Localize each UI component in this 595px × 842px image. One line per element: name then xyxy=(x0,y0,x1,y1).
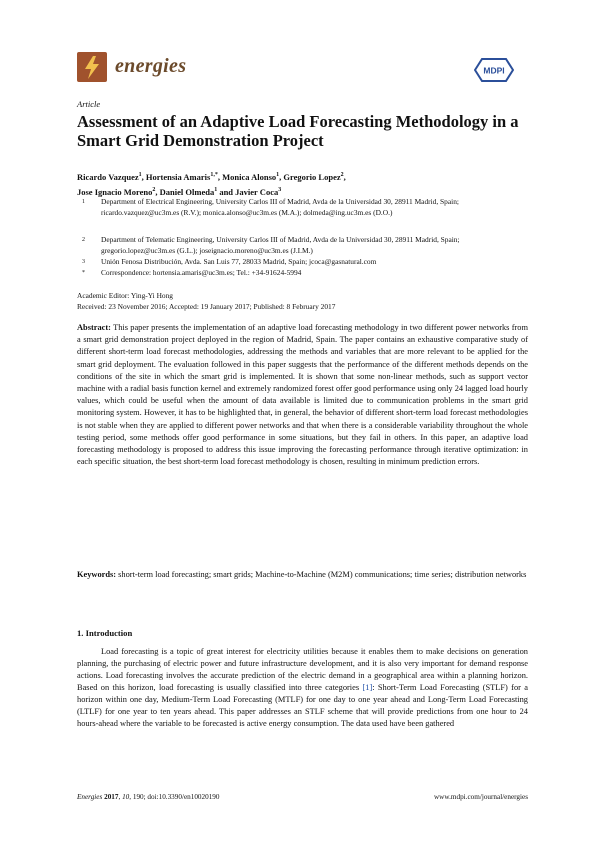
article-type: Article xyxy=(77,99,101,109)
author: Jose Ignacio Moreno xyxy=(77,186,153,197)
publication-dates: Received: 23 November 2016; Accepted: 19 January 2017; Published: 8 February 2017 xyxy=(77,302,336,311)
academic-editor: Academic Editor: Ying-Yi Hong xyxy=(77,291,173,300)
author-affiliation-mark: 1 xyxy=(276,172,280,178)
correspondence xyxy=(77,268,527,279)
page-title: Assessment of an Adaptive Load Forecasting Methodology in a Smart Grid Demonstration Project xyxy=(77,112,519,150)
footer-url[interactable]: www.mdpi.com/journal/energies xyxy=(433,793,528,801)
author: Monica Alonso xyxy=(222,171,277,182)
author: Hortensia Amaris xyxy=(145,171,211,182)
author-affiliation-mark: 3 xyxy=(278,186,282,193)
affiliation-text: Unión Fenosa Distribución, Avda. San Luis 77, 28033 Madrid, Spain; jcoca@gasnatural.com xyxy=(101,257,377,266)
abstract xyxy=(77,322,528,468)
footer-volume: 10 xyxy=(122,793,130,801)
author: Ricardo Vazquez xyxy=(77,171,139,182)
affiliation-text: Department of Electrical Engineering, University Carlos III of Madrid, Avda de la Universidad 30, 28911 Madrid, Spain; ricardo.vazquez@uc3m.es (R.V.); monica.alonso@uc3m.es (M.A.); dolmeda@ing.uc3m.es (D.O.) xyxy=(101,197,459,217)
abstract-text: This paper presents the implementation of an adaptive load forecasting methodology in two different power networks from a smart grid demonstration project deployed in the region of Madrid, Spain. The paper contains an exhaustive comparative study of different short-term load forecast methodologies, addressing the methods and variables that are more relevant to be applied for the smart grid deployment. The evaluation followed in this paper suggests that the performance of the different methods depends on the conditions of the site in which the smart grid is implemented. It is shown that some non-linear methods, such as support vector machine with a radial basis function kernel and extremely randomized forest offer good performance using only 24 lagged load hourly values, which could be useful when the amount of data available is limited due to communication problems in the smart grid monitoring system. However, it has to be highlighted that, in general, the behavior of different short-term load forecast methodologies is not stable when they are applied to different power networks and that when there is a considerable variability throughout the whole testing period, some methods offer good performance in some situations, but they fail in others. In this paper, an adaptive load forecasting methodology is proposed to address this issue improving the forecasting performance through iterative optimization: in each specific situation, the best short-term load forecast methodology is chosen, resulting in minimum prediction errors. xyxy=(77,323,529,467)
author: Daniel Olmeda xyxy=(159,186,215,197)
footer-journal: Energies xyxy=(77,793,103,801)
author-affiliation-mark: 1,* xyxy=(210,172,218,178)
author-list: Ricardo Vazquez$^1$, Hortensia Amaris$^{1,*}$, Monica Alonso$^1$, Gregorio Lopez$^2$, Jose Ignacio Moreno$^2$, Daniel Olmeda$^1$ and Javier Coca$^3$ xyxy=(77,171,346,197)
footer-citation: Energies 2017, 10, 190; doi:10.3390/en10020190 xyxy=(77,793,220,801)
keywords xyxy=(77,569,528,581)
author-affiliation-mark: 2 xyxy=(152,186,156,193)
body-paragraph: Load forecasting is a topic of great interest for electricity utilities because it enables them to make decisions on generation planning, the purchasing of electric power and future infrastructure development, and it is also very important for demand response actions. Load forecasting involves the accurate prediction of the electric demand in a geographical area within a planning horizon. Based on this horizon, load forecasting is usually classified into three categories [1]: Short-Term Load Forecasting (STLF) for a horizon within one day, Medium-Term Load Forecasting (MTLF) for one day to one year ahead and Long-Term Load Forecasting (LTLF) for one year to ten years ahead. This paper addresses an STLF scheme that will provide predictions from one hour to 24 hours-ahead where the variable to be forecasted is active energy consumption. The data used have been gathered xyxy=(77,647,528,729)
affiliation xyxy=(77,197,527,230)
affiliation-number: 2 xyxy=(82,237,85,243)
section-heading: 1. Introduction xyxy=(77,628,133,638)
affiliation xyxy=(77,235,527,257)
affiliation-number: * xyxy=(82,270,85,276)
abstract-label: Abstract: xyxy=(77,323,111,332)
affiliation-text: Correspondence: hortensia.amaris@uc3m.es; Tel.: +34-91624-5994 xyxy=(101,268,302,277)
citation-link[interactable]: [1] xyxy=(362,683,373,693)
author-affiliation-mark: 1 xyxy=(214,186,218,193)
keywords-label: Keywords: xyxy=(77,570,117,579)
footer-year: 2017 xyxy=(104,793,119,801)
affiliation xyxy=(77,257,527,268)
author: Javier Coca xyxy=(235,186,279,197)
mdpi-logo-icon xyxy=(474,58,514,82)
journal-name: energies xyxy=(115,55,187,77)
affiliation-number: 1 xyxy=(82,199,85,205)
author-affiliation-mark: 2 xyxy=(340,172,344,178)
keywords-text: short-term load forecasting; smart grids; Machine-to-Machine (M2M) communications; time series; distribution networks xyxy=(118,570,527,579)
author: Gregorio Lopez xyxy=(283,171,341,182)
journal-logo-icon xyxy=(77,52,107,82)
affiliation-number: 3 xyxy=(82,259,85,265)
footer-doi: , 190; doi:10.3390/en10020190 xyxy=(129,793,220,801)
mdpi-logo-text: MDPI xyxy=(483,65,505,76)
affiliation-text: Department of Telematic Engineering, University Carlos III of Madrid, Avda de la Universidad 30, 28911 Madrid, Spain; gregorio.lopez@uc3m.es (G.L.); joseignacio.moreno@uc3m.es (J.I.M.) xyxy=(101,235,460,255)
author-affiliation-mark: 1 xyxy=(138,172,142,178)
